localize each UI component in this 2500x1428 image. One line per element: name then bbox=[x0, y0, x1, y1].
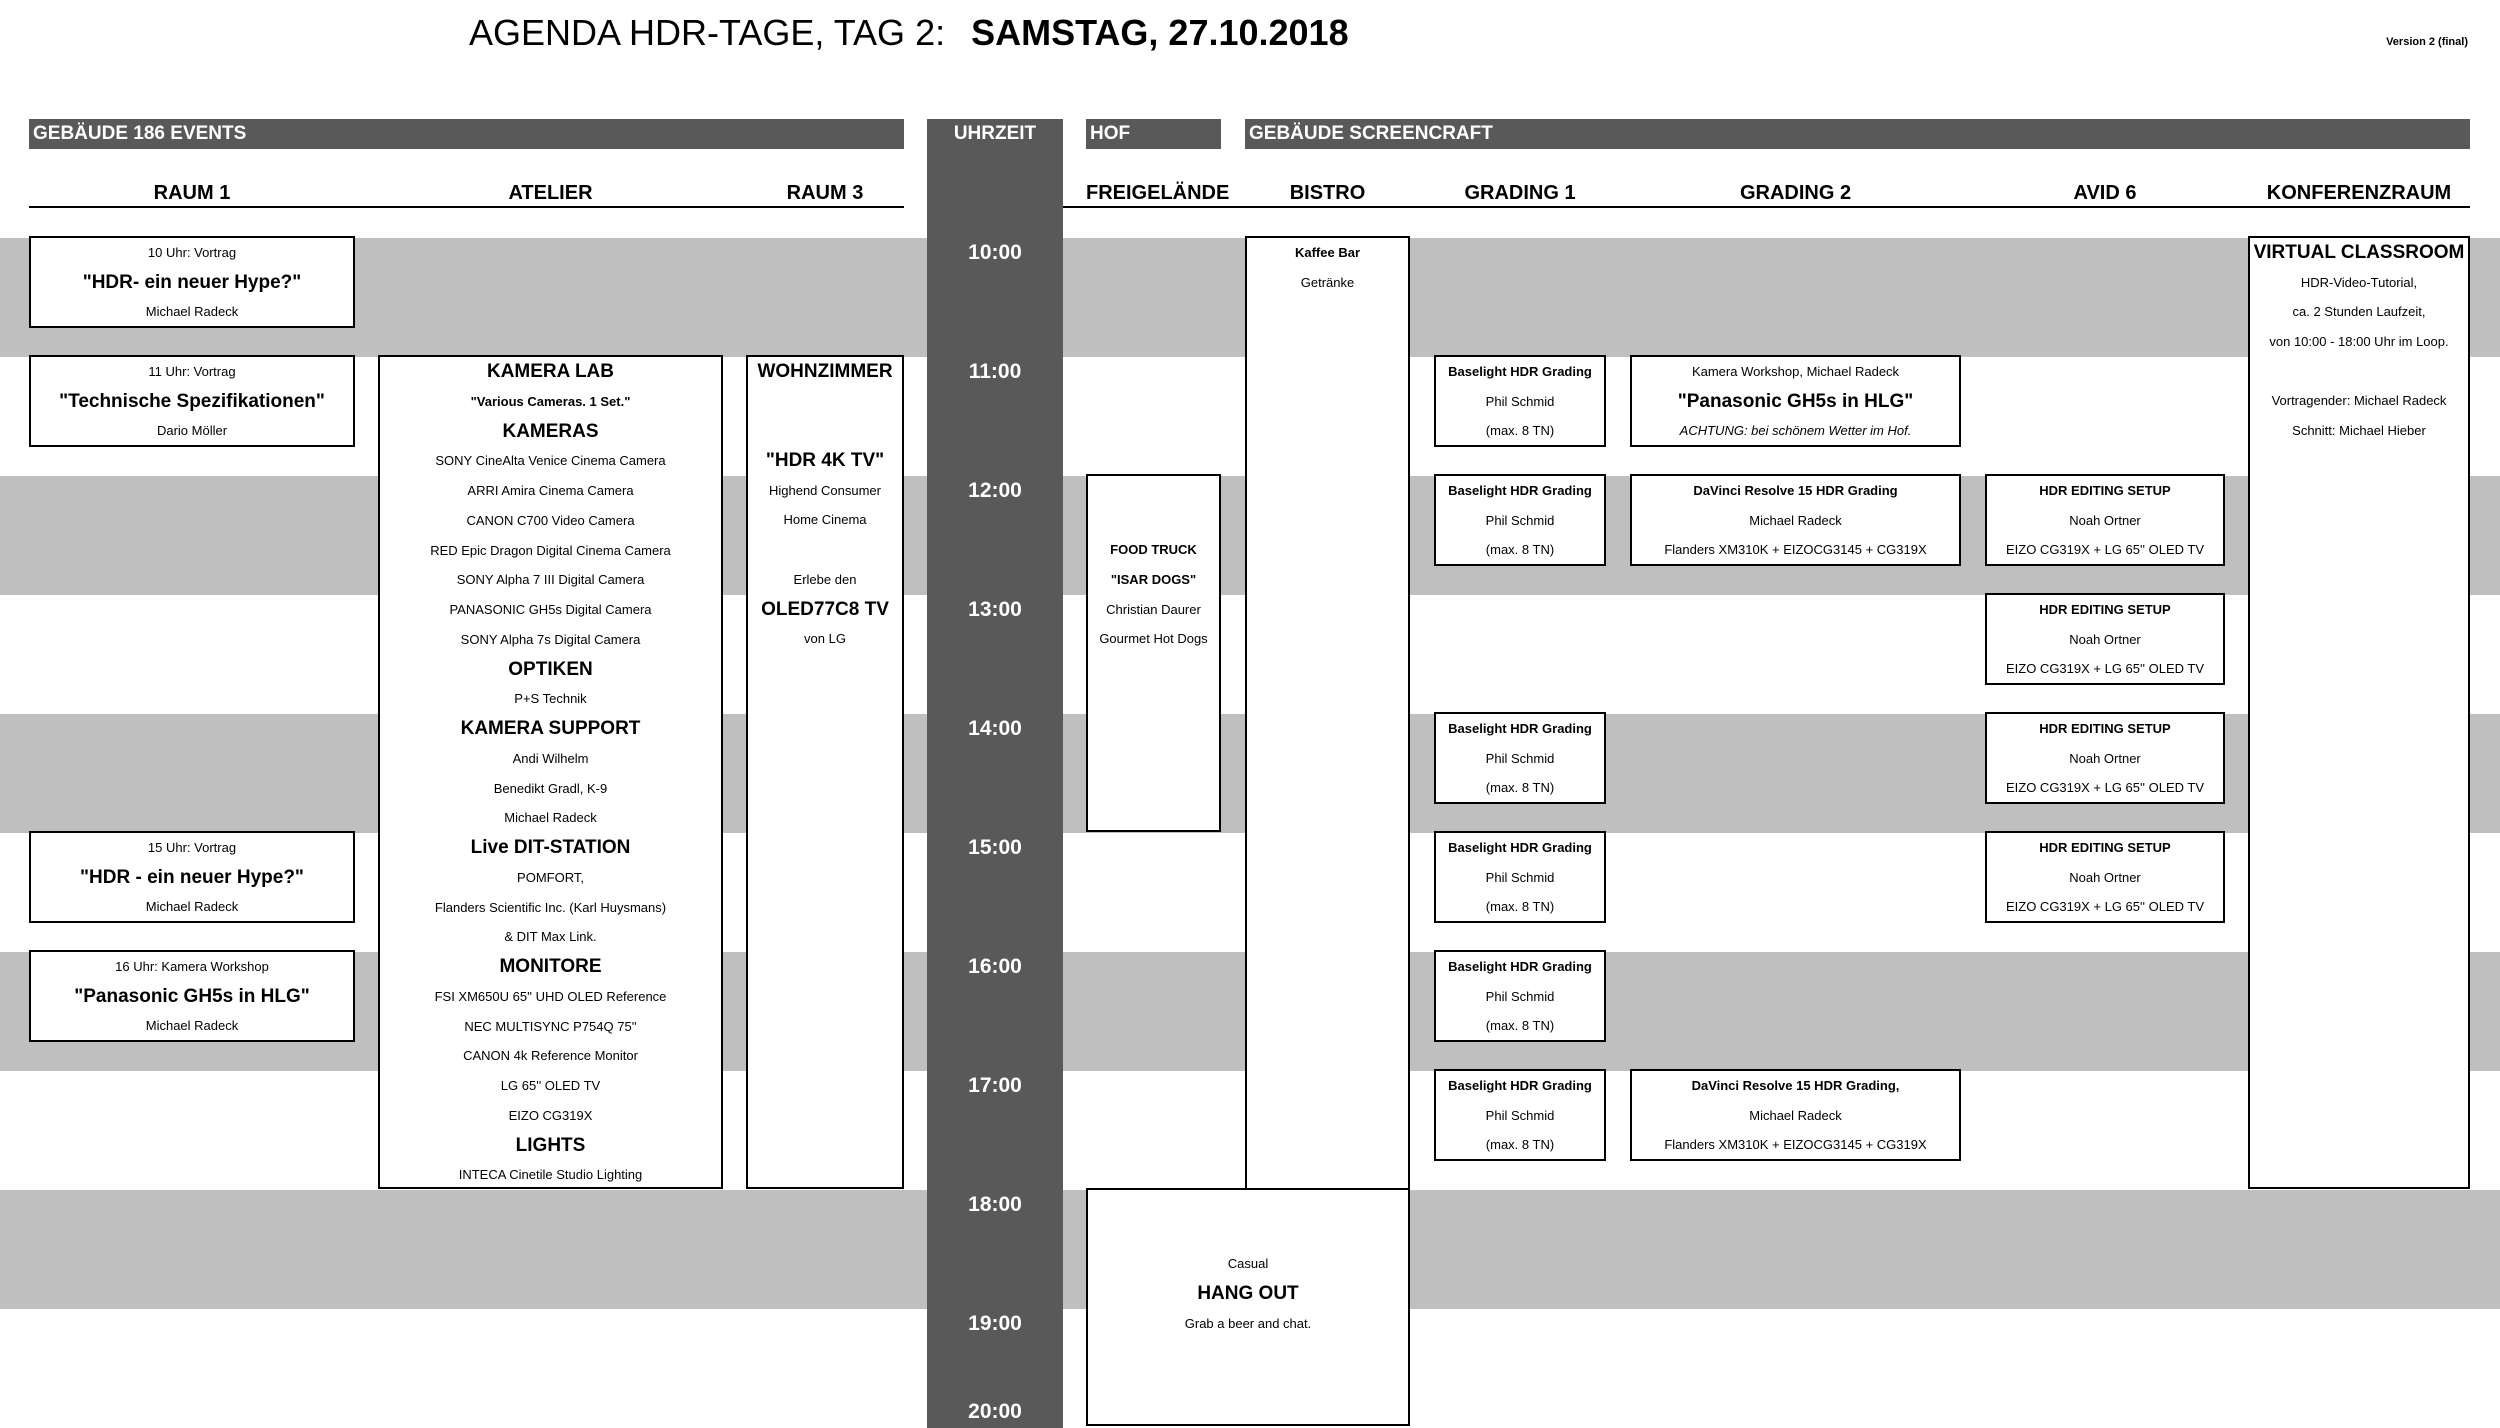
event-time: 11 Uhr: Vortrag bbox=[148, 364, 236, 379]
atelier-heading-kamera-lab: KAMERA LAB bbox=[486, 361, 614, 382]
event-speaker: Michael Radeck bbox=[145, 304, 239, 320]
event-title: "HDR - ein neuer Hype?" bbox=[80, 866, 304, 888]
raum3-line: Erlebe den bbox=[793, 571, 857, 587]
konferenz-speaker: Vortragender: Michael Radeck bbox=[2271, 393, 2447, 409]
avid6-host: Noah Ortner bbox=[2069, 512, 2141, 528]
camera-item: SONY CineAlta Venice Cinema Camera bbox=[435, 453, 666, 469]
avid6-host: Noah Ortner bbox=[2069, 750, 2141, 766]
raum3-heading: WOHNZIMMER bbox=[757, 361, 893, 382]
grading2-title: DaVinci Resolve 15 HDR Grading bbox=[1693, 483, 1898, 498]
event-raum3-wohnzimmer[interactable] bbox=[746, 355, 904, 1189]
support-item: Andi Wilhelm bbox=[512, 750, 589, 766]
grading1-host: Phil Schmid bbox=[1485, 750, 1555, 766]
event-title: "Panasonic GH5s in HLG" bbox=[74, 985, 310, 1007]
header-rule-right bbox=[1063, 206, 2470, 208]
time-17: 17:00 bbox=[968, 1074, 1022, 1097]
hangout-line: Casual bbox=[1227, 1256, 1269, 1272]
lights-item: INTECA Cinetile Studio Lighting bbox=[458, 1167, 643, 1183]
col-bistro: BISTRO bbox=[1289, 182, 1366, 204]
raum3-line: Home Cinema bbox=[783, 512, 867, 528]
camera-item: ARRI Amira Cinema Camera bbox=[467, 483, 634, 498]
food-truck-name: "ISAR DOGS" bbox=[1110, 572, 1197, 588]
event-grading1-12[interactable] bbox=[1434, 474, 1606, 566]
hangout-title: HANG OUT bbox=[1197, 1283, 1299, 1305]
time-20: 20:00 bbox=[968, 1400, 1022, 1423]
event-atelier-kamera-lab[interactable] bbox=[378, 355, 723, 1189]
grading2-gear: Flanders XM310K + EIZOCG3145 + CG319X bbox=[1664, 1137, 1927, 1153]
col-raum3: RAUM 3 bbox=[786, 182, 864, 204]
event-hang-out[interactable] bbox=[1086, 1188, 1410, 1426]
col-konferenzraum: KONFERENZRAUM bbox=[2266, 182, 2452, 204]
avid6-title: HDR EDITING SETUP bbox=[2039, 840, 2171, 855]
event-speaker: Michael Radeck bbox=[145, 899, 239, 915]
camera-item: PANASONIC GH5s Digital Camera bbox=[449, 602, 652, 617]
event-raum1-vortrag-10[interactable] bbox=[29, 236, 355, 328]
food-truck-desc: Gourmet Hot Dogs bbox=[1099, 631, 1208, 647]
title-text: AGENDA HDR-TAGE, TAG 2: bbox=[469, 12, 946, 53]
camera-item: RED Epic Dragon Digital Cinema Camera bbox=[430, 542, 671, 558]
time-11: 11:00 bbox=[968, 360, 1022, 383]
grading2-gear: Flanders XM310K + EIZOCG3145 + CG319X bbox=[1664, 542, 1927, 558]
raum3-line: Highend Consumer bbox=[768, 482, 881, 498]
grading2-title: DaVinci Resolve 15 HDR Grading, bbox=[1691, 1078, 1900, 1093]
grading1-capacity: (max. 8 TN) bbox=[1485, 542, 1555, 558]
bistro-desc: Getränke bbox=[1300, 274, 1355, 290]
grading1-title: Baselight HDR Grading bbox=[1448, 840, 1592, 855]
avid6-gear: EIZO CG319X + LG 65'' OLED TV bbox=[2005, 661, 2204, 677]
page-title bbox=[469, 12, 1349, 54]
grading2-line: Kamera Workshop, Michael Radeck bbox=[1691, 364, 1900, 379]
title-date: SAMSTAG, 27.10.2018 bbox=[971, 12, 1349, 53]
atelier-heading-optiken: OPTIKEN bbox=[508, 658, 593, 680]
grading1-title: Baselight HDR Grading bbox=[1448, 1078, 1592, 1093]
dit-item: & DIT Max Link. bbox=[504, 929, 597, 945]
section-gebaeude186: GEBÄUDE 186 EVENTS bbox=[29, 119, 904, 149]
konferenz-line: HDR-Video-Tutorial, bbox=[2300, 274, 2418, 290]
monitor-item: CANON 4k Reference Monitor bbox=[463, 1048, 638, 1064]
konferenz-line: von 10:00 - 18:00 Uhr im Loop. bbox=[2269, 334, 2449, 350]
event-time: 10 Uhr: Vortrag bbox=[147, 245, 237, 260]
event-speaker: Dario Möller bbox=[156, 423, 228, 439]
avid6-title: HDR EDITING SETUP bbox=[2039, 721, 2171, 736]
section-screencraft: GEBÄUDE SCREENCRAFT bbox=[1245, 119, 2470, 149]
col-freigelaende: FREIGELÄNDE bbox=[1086, 182, 1230, 204]
grading1-title: Baselight HDR Grading bbox=[1448, 364, 1592, 379]
time-19: 19:00 bbox=[968, 1312, 1022, 1335]
konferenz-heading: VIRTUAL CLASSROOM bbox=[2253, 242, 2465, 263]
event-grading1-17[interactable] bbox=[1434, 1069, 1606, 1161]
event-food-truck[interactable] bbox=[1086, 474, 1221, 832]
food-truck-heading: FOOD TRUCK bbox=[1110, 542, 1197, 558]
atelier-heading-support: KAMERA SUPPORT bbox=[460, 718, 641, 739]
event-grading1-15[interactable] bbox=[1434, 831, 1606, 923]
grading1-capacity: (max. 8 TN) bbox=[1485, 423, 1555, 439]
event-avid6-15[interactable] bbox=[1985, 831, 2225, 923]
event-time: 15 Uhr: Vortrag bbox=[147, 840, 237, 855]
monitor-item: LG 65'' OLED TV bbox=[500, 1078, 601, 1093]
grading2-host: Michael Radeck bbox=[1749, 1107, 1842, 1123]
konferenz-editor: Schnitt: Michael Hieber bbox=[2292, 423, 2426, 439]
event-title: "HDR- ein neuer Hype?" bbox=[82, 271, 302, 293]
col-grading1: GRADING 1 bbox=[1464, 182, 1576, 204]
event-time: 16 Uhr: Kamera Workshop bbox=[115, 959, 269, 974]
raum3-product: OLED77C8 TV bbox=[761, 598, 889, 620]
time-13: 13:00 bbox=[968, 598, 1022, 621]
time-10: 10:00 bbox=[968, 241, 1022, 264]
event-avid6-14[interactable] bbox=[1985, 712, 2225, 804]
grading1-host: Phil Schmid bbox=[1485, 512, 1555, 528]
section-uhrzeit: UHRZEIT bbox=[953, 123, 1037, 144]
hangout-desc: Grab a beer and chat. bbox=[1184, 1315, 1312, 1331]
bistro-title: Kaffee Bar bbox=[1294, 245, 1361, 260]
col-atelier: ATELIER bbox=[508, 182, 593, 204]
event-avid6-12[interactable] bbox=[1985, 474, 2225, 566]
grading2-host: Michael Radeck bbox=[1749, 512, 1842, 528]
event-avid6-13[interactable] bbox=[1985, 593, 2225, 685]
avid6-gear: EIZO CG319X + LG 65'' OLED TV bbox=[2005, 780, 2204, 796]
event-raum1-vortrag-11[interactable] bbox=[29, 355, 355, 447]
avid6-host: Noah Ortner bbox=[2069, 631, 2141, 647]
event-raum1-workshop-16[interactable] bbox=[29, 950, 355, 1042]
col-avid6: AVID 6 bbox=[2073, 182, 2137, 204]
time-16: 16:00 bbox=[968, 955, 1022, 978]
camera-item: SONY Alpha 7 III Digital Camera bbox=[456, 572, 645, 588]
time-14: 14:00 bbox=[968, 717, 1022, 740]
grading1-host: Phil Schmid bbox=[1485, 988, 1555, 1004]
event-grading1-11[interactable] bbox=[1434, 355, 1606, 447]
atelier-heading-lights: LIGHTS bbox=[515, 1134, 586, 1156]
food-truck-owner: Christian Daurer bbox=[1106, 601, 1201, 617]
avid6-title: HDR EDITING SETUP bbox=[2039, 483, 2171, 498]
grading1-host: Phil Schmid bbox=[1485, 393, 1555, 409]
dit-item: Flanders Scientific Inc. (Karl Huysmans) bbox=[434, 899, 667, 915]
grading1-capacity: (max. 8 TN) bbox=[1485, 1018, 1555, 1034]
monitor-item: EIZO CG319X bbox=[508, 1107, 593, 1123]
grading1-title: Baselight HDR Grading bbox=[1448, 483, 1592, 498]
time-12: 12:00 bbox=[968, 479, 1022, 502]
support-item: Michael Radeck bbox=[504, 810, 597, 826]
event-virtual-classroom[interactable] bbox=[2248, 236, 2470, 1189]
grading1-capacity: (max. 8 TN) bbox=[1485, 1137, 1555, 1153]
konferenz-line: ca. 2 Stunden Laufzeit, bbox=[2292, 304, 2426, 320]
event-raum1-vortrag-15[interactable] bbox=[29, 831, 355, 923]
camera-item: CANON C700 Video Camera bbox=[466, 512, 635, 528]
time-column bbox=[927, 119, 1063, 1428]
grading2-note: ACHTUNG: bei schönem Wetter im Hof. bbox=[1679, 423, 1912, 439]
event-grading1-14[interactable] bbox=[1434, 712, 1606, 804]
optiken-item: P+S Technik bbox=[514, 691, 587, 707]
grading1-host: Phil Schmid bbox=[1485, 869, 1555, 885]
grading1-host: Phil Schmid bbox=[1485, 1107, 1555, 1123]
atelier-subtitle: "Various Cameras. 1 Set." bbox=[470, 393, 631, 409]
col-grading2: GRADING 2 bbox=[1739, 182, 1852, 204]
event-grading2-davinci-17[interactable] bbox=[1630, 1069, 1961, 1161]
event-grading1-16[interactable] bbox=[1434, 950, 1606, 1042]
support-item: Benedikt Gradl, K-9 bbox=[493, 780, 608, 796]
event-grading2-davinci-12[interactable] bbox=[1630, 474, 1961, 566]
time-18: 18:00 bbox=[968, 1193, 1022, 1216]
camera-item: SONY Alpha 7s Digital Camera bbox=[460, 631, 641, 647]
dit-item: POMFORT, bbox=[517, 869, 584, 885]
monitor-item: FSI XM650U 65'' UHD OLED Reference bbox=[434, 988, 667, 1004]
grading1-title: Baselight HDR Grading bbox=[1448, 721, 1592, 736]
event-grading2-workshop[interactable] bbox=[1630, 355, 1961, 447]
grading1-capacity: (max. 8 TN) bbox=[1485, 780, 1555, 796]
raum3-title: "HDR 4K TV" bbox=[765, 450, 885, 472]
avid6-gear: EIZO CG319X + LG 65'' OLED TV bbox=[2005, 542, 2204, 558]
version-label: Version 2 (final) bbox=[2386, 36, 2468, 48]
grading2-title: "Panasonic GH5s in HLG" bbox=[1677, 390, 1914, 412]
avid6-title: HDR EDITING SETUP bbox=[2039, 602, 2171, 617]
raum3-line: von LG bbox=[804, 631, 846, 647]
section-hof: HOF bbox=[1086, 119, 1221, 149]
header-rule-left bbox=[29, 206, 904, 208]
atelier-heading-monitore: MONITORE bbox=[499, 956, 602, 977]
time-15: 15:00 bbox=[968, 836, 1022, 859]
grading1-capacity: (max. 8 TN) bbox=[1485, 899, 1555, 915]
event-speaker: Michael Radeck bbox=[145, 1018, 239, 1034]
avid6-host: Noah Ortner bbox=[2069, 869, 2141, 885]
grading1-title: Baselight HDR Grading bbox=[1448, 959, 1592, 974]
event-bistro-kaffee-bar[interactable] bbox=[1245, 236, 1410, 1191]
atelier-heading-dit: Live DIT-STATION bbox=[470, 837, 631, 858]
event-title: "Technische Spezifikationen" bbox=[59, 390, 325, 412]
avid6-gear: EIZO CG319X + LG 65'' OLED TV bbox=[2005, 899, 2204, 915]
atelier-heading-kameras: KAMERAS bbox=[502, 420, 599, 442]
monitor-item: NEC MULTISYNC P754Q 75'' bbox=[464, 1018, 637, 1034]
col-raum1: RAUM 1 bbox=[153, 182, 231, 204]
